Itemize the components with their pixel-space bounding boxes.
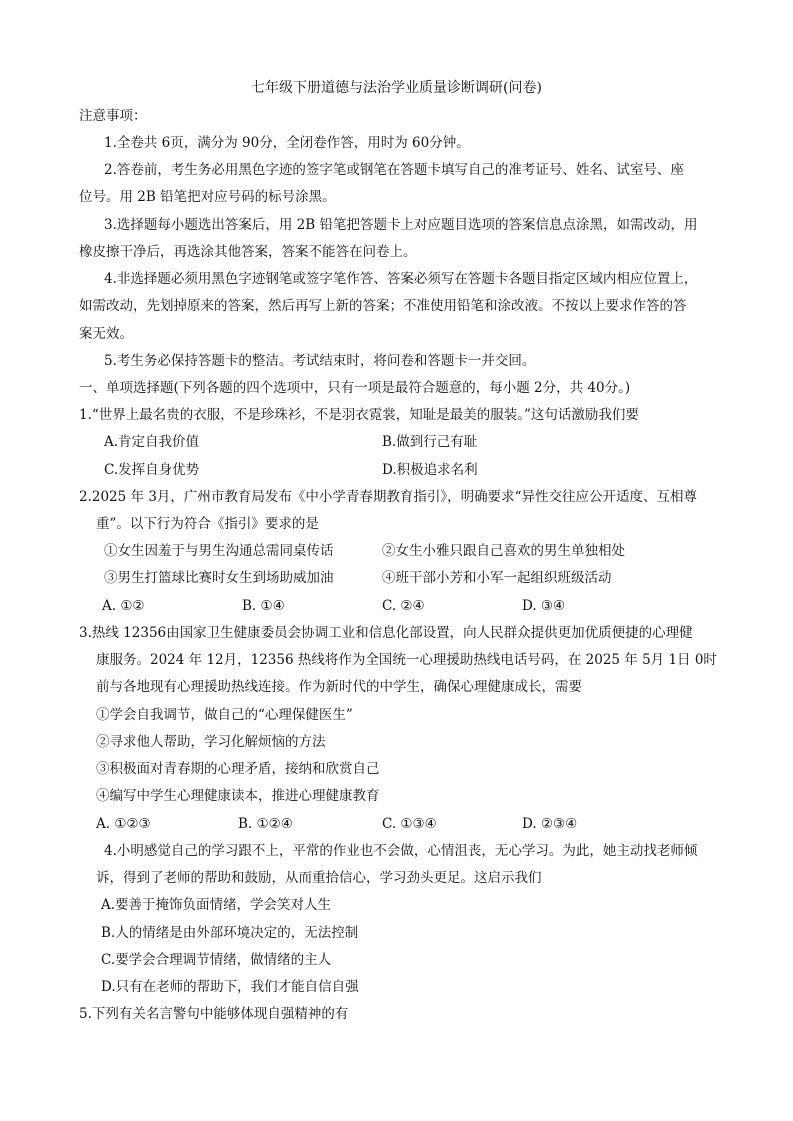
notice-line: 橡皮擦干净后，再选涂其他答案，答案不能答在问卷上。	[79, 244, 417, 260]
q2-option-d: D. ③④	[522, 598, 566, 614]
q3-option-c: C. ①③④	[382, 816, 437, 832]
question-3-stem-cont: 康服务。2024 年 12月，12356 热线将作为全国统一心理援助热线电话号码，在 2025 年 5月 1日 0时	[96, 652, 717, 668]
q1-option-d: D.积极追求名利	[382, 462, 478, 478]
notice-line: 2.答卷前，考生务必用黑色字迹的签字笔或钢笔在答题卡填写自己的准考证号、姓名、试室号、座	[104, 162, 684, 178]
notice-line: 3.选择题每小题选出答案后，用 2B 铅笔把答题卡上对应题目选项的答案信息点涂黑，如需改动，用	[104, 217, 698, 233]
question-3-stem: 3.热线 12356由国家卫生健康委员会协调工业和信息化部设置，向人民群众提供更加优质便捷的心理健	[79, 625, 693, 641]
q2-statement-1: ①女生因羞于与男生沟通总需同桌传话	[104, 543, 334, 559]
page-title: 七年级下册道德与法治学业质量诊断调研(问卷)	[251, 80, 542, 96]
q1-option-c: C.发挥自身优势	[104, 462, 200, 478]
q3-statement-3: ③积极面对青春期的心理矛盾，接纳和欣赏自己	[96, 761, 380, 777]
q3-option-a: A. ①②③	[96, 816, 151, 832]
question-2-stem: 2.2025 年 3月，广州市教育局发布《中小学青春期教育指引》，明确要求“异性交往应公开适度、互相尊	[79, 489, 698, 505]
question-3-stem-cont: 前与各地现有心理援助热线连接。作为新时代的中学生，确保心理健康成长，需要	[96, 679, 582, 695]
question-4-stem: 4.小明感觉自己的学习跟不上，平常的作业也不会做，心情沮丧，无心学习。为此，她主动找老师倾	[104, 843, 698, 859]
notice-line: 案无效。	[79, 326, 133, 342]
q3-statement-4: ④编写中学生心理健康读本，推进心理健康教育	[96, 788, 380, 804]
q2-option-b: B. ①④	[242, 598, 285, 614]
notice-line: 如需改动，先划掉原来的答案，然后再写上新的答案；不准使用铅笔和涂改液。不按以上要求作答的答	[79, 298, 687, 314]
notice-line: 位号。用 2B 铅笔把对应号码的标号涂黑。	[79, 189, 336, 205]
q4-option-c: C.要学会合理调节情绪，做情绪的主人	[101, 952, 332, 968]
notice-line: 5.考生务必保持答题卡的整洁。考试结束时，将问卷和答题卡一并交回。	[104, 353, 536, 369]
q3-statement-1: ①学会自我调节，做自己的“心理保健医生”	[96, 707, 353, 723]
q3-option-d: D. ②③④	[522, 816, 578, 832]
question-2-stem-cont: 重”。以下行为符合《指引》要求的是	[96, 516, 319, 532]
q2-statement-4: ④班干部小芳和小军一起组织班级活动	[382, 570, 612, 586]
q1-option-b: B.做到行己有耻	[382, 434, 478, 450]
q4-option-b: B.人的情绪是由外部环境决定的，无法控制	[101, 925, 359, 941]
notice-line: 1.全卷共 6页，满分为 90分，全闭卷作答，用时为 60分钟。	[104, 135, 470, 151]
section-heading: 一、单项选择题(下列各题的四个选项中，只有一项是最符合题意的，每小题 2分，共 40分。)	[79, 380, 631, 396]
q3-option-b: B. ①②④	[238, 816, 293, 832]
q2-option-c: C. ②④	[382, 598, 425, 614]
q3-statement-2: ②寻求他人帮助，学习化解烦恼的方法	[96, 734, 326, 750]
notice-heading: 注意事项：	[79, 108, 147, 124]
q2-statement-3: ③男生打篮球比赛时女生到场助威加油	[104, 570, 334, 586]
q4-option-a: A.要善于掩饰负面情绪，学会笑对人生	[101, 897, 332, 913]
question-5-stem: 5.下列有关名言警句中能够体现自强精神的有	[79, 1006, 349, 1022]
q4-option-d: D.只有在老师的帮助下，我们才能自信自强	[101, 979, 359, 995]
q1-option-a: A.肯定自我价值	[104, 434, 200, 450]
question-1-stem: 1.“世界上最名贵的衣服，不是珍珠衫，不是羽衣霓裳，知耻是最美的服装。”这句话激励我们要	[79, 407, 639, 423]
question-4-stem-cont: 诉，得到了老师的帮助和鼓励，从而重拾信心，学习劲头更足。这启示我们	[96, 870, 542, 886]
q2-option-a: A. ①②	[102, 598, 145, 614]
notice-line: 4.非选择题必须用黑色字迹钢笔或签字笔作答、答案必须写在答题卡各题目指定区域内相应位置上，	[104, 271, 698, 287]
q2-statement-2: ②女生小雅只跟自己喜欢的男生单独相处	[382, 543, 625, 559]
